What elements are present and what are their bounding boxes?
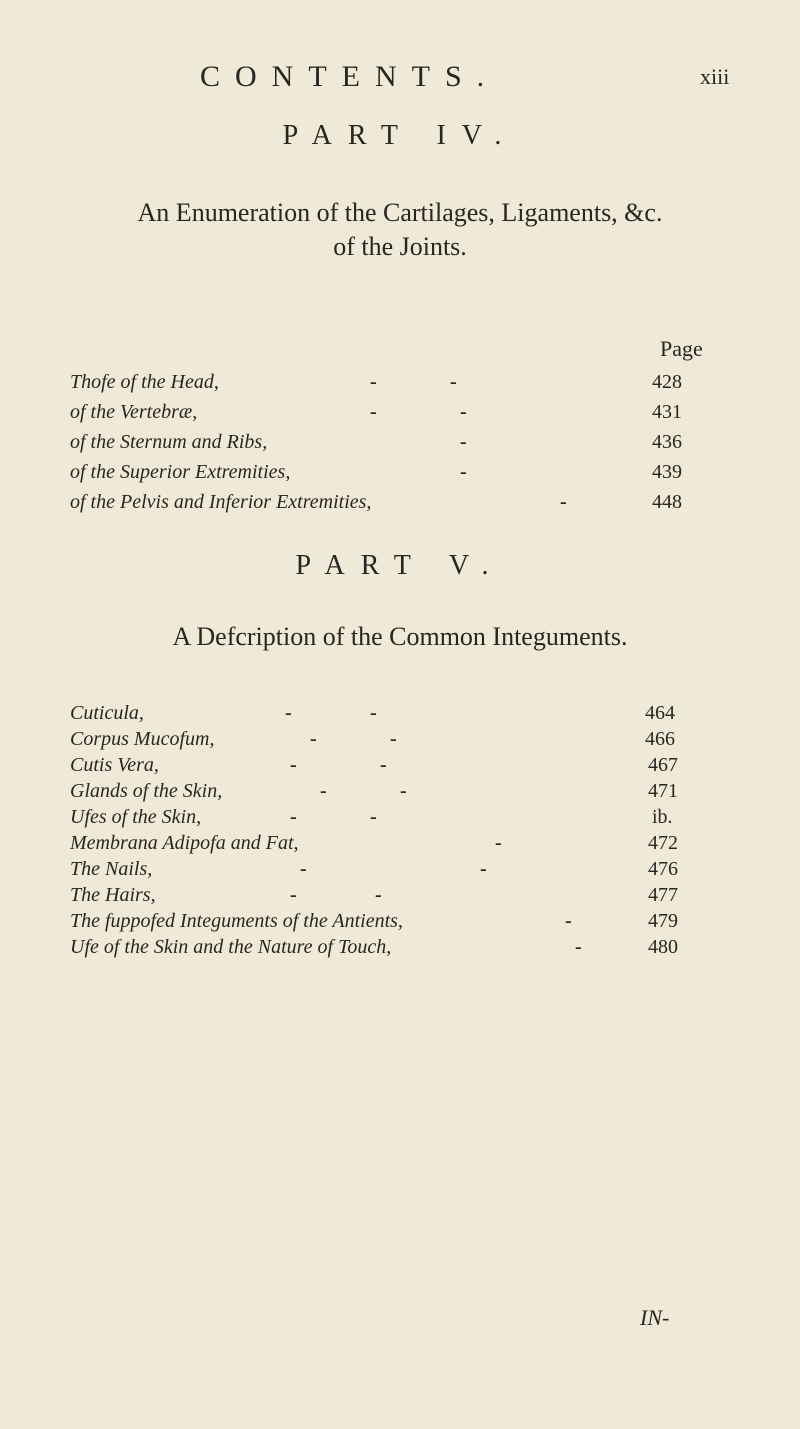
toc-entry-page: 467: [648, 754, 678, 776]
toc-row: Cuticula, - - 464: [70, 702, 675, 724]
toc-row: of the Pelvis and Inferior Extremities, - 448: [0, 488, 800, 518]
toc-row: Corpus Mucofum, - - 466: [70, 728, 675, 750]
part-iv-heading: PART IV.: [282, 120, 518, 151]
toc-entry-title: The Hairs,: [70, 884, 156, 906]
toc-row: The Nails, - - 476: [70, 858, 678, 880]
toc-entry-title: The fuppofed Integuments of the Antients,: [70, 910, 403, 932]
toc-entry-title: of the Superior Extremities,: [70, 461, 291, 483]
toc-entry-page: 466: [645, 728, 675, 750]
toc-entry-page: 472: [648, 832, 678, 854]
toc-entry-title: Membrana Adipofa and Fat,: [70, 832, 299, 854]
toc-entry-page: 476: [648, 858, 678, 880]
toc-entry-page: 480: [648, 936, 678, 958]
toc-row: Ufe of the Skin and the Nature of Touch, - 480: [70, 936, 678, 958]
part-v-toc: [0, 702, 800, 962]
toc-row: Ufes of the Skin, - - ib.: [70, 806, 673, 828]
catchword: IN-: [640, 1305, 670, 1330]
toc-entry-page: 479: [648, 910, 678, 932]
running-title: CONTENTS.: [200, 60, 500, 93]
part-iv-description-line1: An Enumeration of the Cartilages, Ligaments, &c.: [137, 198, 663, 227]
toc-entry-title: Ufe of the Skin and the Nature of Touch,: [70, 936, 392, 958]
part-v-description: A Defcription of the Common Integuments.: [172, 622, 628, 651]
toc-entry-page: ib.: [652, 806, 673, 828]
part-iv-toc: [0, 368, 800, 518]
page-header: [0, 60, 800, 100]
page-number: xiii: [700, 64, 730, 89]
toc-entry-title: The Nails,: [70, 858, 153, 880]
toc-row: Thofe of the Head, - - 428: [0, 368, 800, 398]
part-iv-description-line2: of the Joints.: [333, 232, 467, 261]
toc-entry-title: Corpus Mucofum,: [70, 728, 215, 750]
page-column-label: Page: [660, 336, 703, 361]
toc-entry-page: 477: [648, 884, 678, 906]
toc-entry-page: 439: [652, 461, 682, 483]
toc-entry-title: Glands of the Skin,: [70, 780, 223, 802]
part-v-heading: PART V.: [295, 550, 505, 581]
toc-entry-title: Ufes of the Skin,: [70, 806, 202, 828]
toc-entry-page: 428: [652, 371, 682, 393]
toc-row: of the Sternum and Ribs, - 436: [0, 428, 800, 458]
toc-entry-title: Cutis Vera,: [70, 754, 159, 776]
toc-entry-page: 464: [645, 702, 675, 724]
toc-entry-page: 471: [648, 780, 678, 802]
toc-entry-title: of the Sternum and Ribs,: [70, 431, 268, 453]
toc-entry-title: of the Pelvis and Inferior Extremities,: [70, 491, 372, 513]
toc-row: of the Superior Extremities, - 439: [0, 458, 800, 488]
toc-entry-page: 436: [652, 431, 682, 453]
toc-row: Membrana Adipofa and Fat, - 472: [70, 832, 678, 854]
toc-row: Cutis Vera, - - 467: [70, 754, 678, 776]
toc-row: The fuppofed Integuments of the Antients, - 479: [70, 910, 678, 932]
toc-entry-title: Cuticula,: [70, 702, 144, 724]
toc-entry-title: of the Vertebræ,: [70, 401, 198, 423]
toc-row: of the Vertebræ, - - 431: [0, 398, 800, 428]
toc-row: The Hairs, - - 477: [70, 884, 678, 906]
toc-entry-title: Thofe of the Head,: [70, 371, 219, 393]
toc-row: Glands of the Skin, - - 471: [70, 780, 678, 802]
toc-entry-page: 448: [652, 491, 682, 513]
toc-entry-page: 431: [652, 401, 682, 423]
